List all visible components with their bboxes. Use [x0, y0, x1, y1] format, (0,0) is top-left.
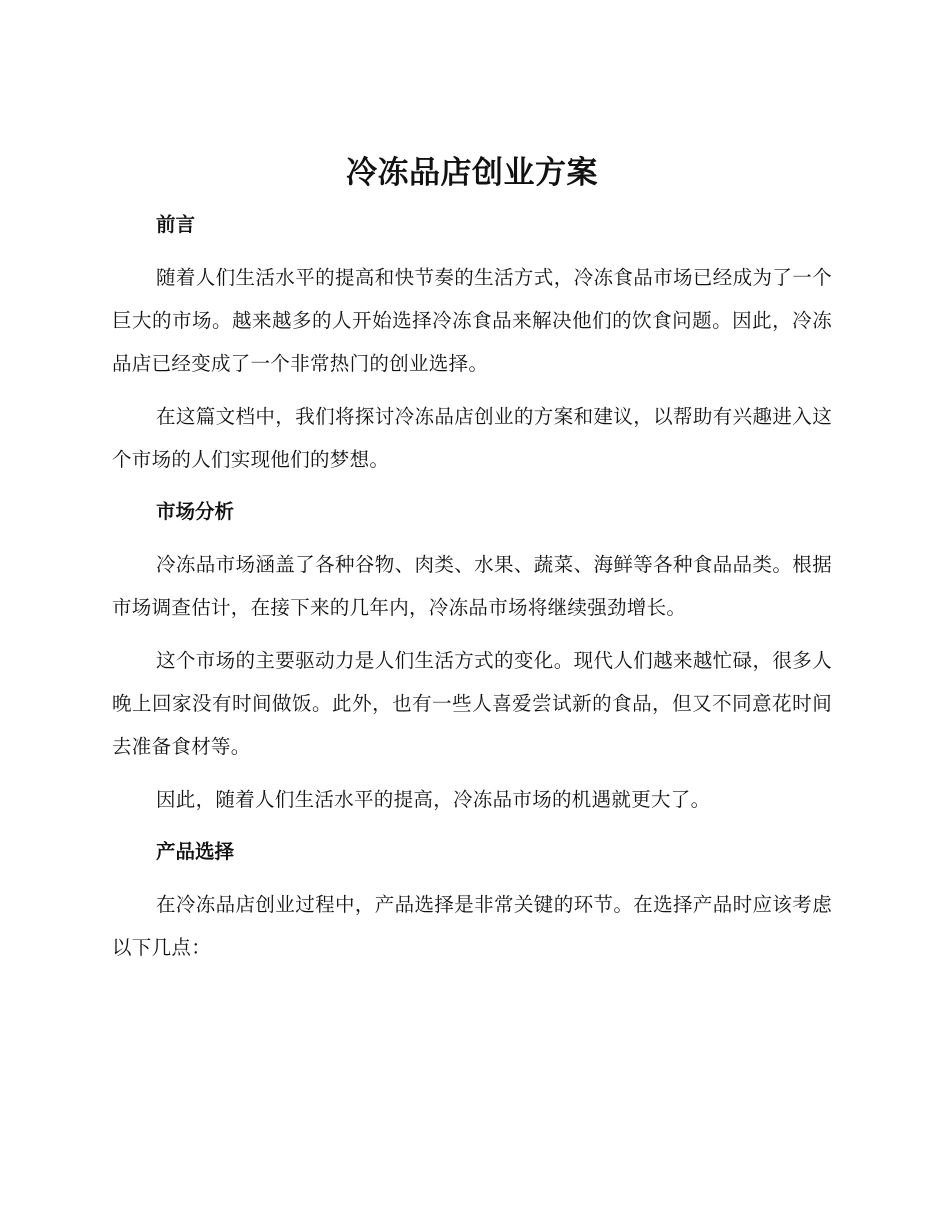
paragraph: 在这篇文档中，我们将探讨冷冻品店创业的方案和建议，以帮助有兴趣进入这个市场的人们实现他们的梦想。 [112, 405, 832, 471]
section-heading: 市场分析 [156, 500, 235, 523]
section-heading: 前言 [156, 213, 196, 236]
paragraph: 冷冻品市场涵盖了各种谷物、肉类、水果、蔬菜、海鲜等各种食品品类。根据市场调查估计，在接下来的几年内，冷冻品市场将继续强劲增长。 [112, 553, 832, 619]
paragraph: 随着人们生活水平的提高和快节奏的生活方式，冷冻食品市场已经成为了一个巨大的市场。越来越多的人开始选择冷冻食品来解决他们的饮食问题。因此，冷冻品店已经变成了一个非常热门的创业选择。 [112, 266, 832, 375]
document-page [112, 150, 832, 979]
section-heading: 产品选择 [156, 840, 235, 863]
section-market-analysis [112, 497, 832, 821]
paragraph: 因此，随着人们生活水平的提高，冷冻品市场的机遇就更大了。 [156, 788, 711, 811]
section-preface [112, 210, 832, 481]
document-title: 冷冻品店创业方案 [346, 155, 598, 191]
paragraph: 在冷冻品店创业过程中，产品选择是非常关键的环节。在选择产品时应该考虑以下几点： [112, 893, 832, 959]
section-product-selection [112, 837, 832, 969]
paragraph: 这个市场的主要驱动力是人们生活方式的变化。现代人们越来越忙碌，很多人晚上回家没有时间做饭。此外，也有一些人喜爱尝试新的食品，但又不同意花时间去准备食材等。 [112, 649, 832, 758]
